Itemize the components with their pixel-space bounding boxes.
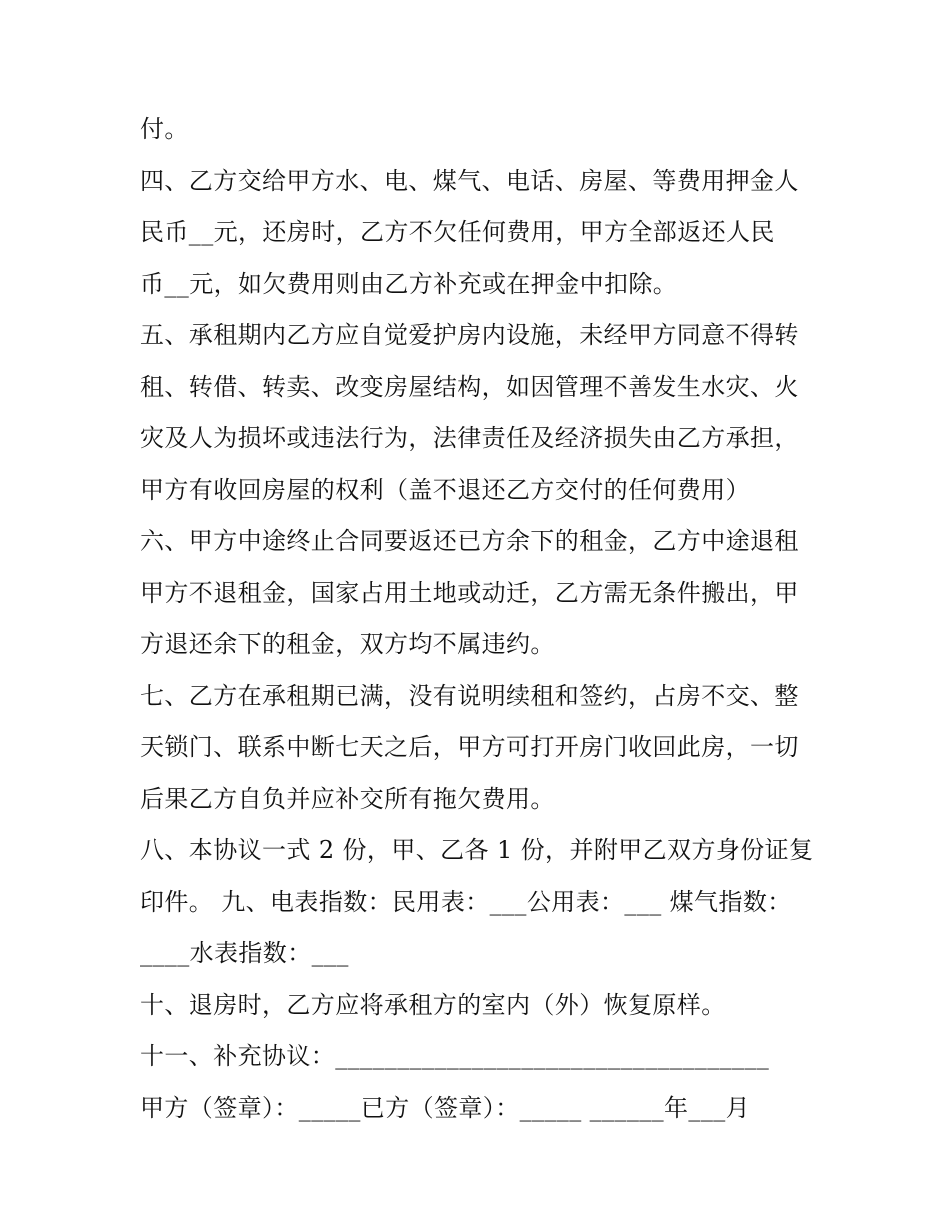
text-line: 七、乙方在承租期已满，没有说明续租和签约，占房不交、整: [140, 681, 799, 710]
text-line: 四、乙方交给甲方水、电、煤气、电话、房屋、等费用押金人: [140, 166, 799, 195]
text-line: 六、甲方中途终止合同要返还已方余下的租金，乙方中途退租: [140, 527, 799, 555]
text-line: 十一、补充协议：___________________________________: [140, 1042, 770, 1070]
text-line: 付。: [140, 115, 189, 143]
text-line: 甲方不退租金，国家占用土地或动迁，乙方需无条件搬出，甲: [140, 578, 799, 607]
text-line: 甲方有收回房屋的权利（盖不退还乙方交付的任何费用）: [140, 475, 750, 504]
text-line: 甲方（签章）：_____已方（签章）：_____ ______年___月: [140, 1093, 751, 1122]
text-line: 租、转借、转卖、改变房屋结构，如因管理不善发生水灾、火: [140, 372, 799, 401]
text-line: 方退还余下的租金，双方均不属违约。: [140, 630, 555, 658]
text-line: 印件。 九、电表指数：民用表：___公用表：___ 煤气指数：: [140, 887, 792, 916]
text-line: 五、承租期内乙方应自觉爱护房内设施，未经甲方同意不得转: [140, 321, 799, 349]
text-line: 灾及人为损坏或违法行为，法律责任及经济损失由乙方承担，: [140, 424, 799, 452]
contract-body: [140, 104, 820, 1134]
text-line: 币__元，如欠费用则由乙方补充或在押金中扣除。: [140, 269, 678, 298]
text-line: 十、退房时，乙方应将承租方的室内（外）恢复原样。: [140, 990, 726, 1019]
text-line: 八、本协议一式 2 份，甲、乙各 1 份，并附甲乙双方身份证复: [140, 836, 814, 864]
text-line: 民币__元，还房时，乙方不欠任何费用，甲方全部返还人民: [140, 218, 775, 246]
text-line: 天锁门、联系中断七天之后，甲方可打开房门收回此房，一切: [140, 733, 799, 761]
text-line: 后果乙方自负并应补交所有拖欠费用。: [140, 784, 555, 813]
text-line: ____水表指数：___: [140, 939, 349, 967]
